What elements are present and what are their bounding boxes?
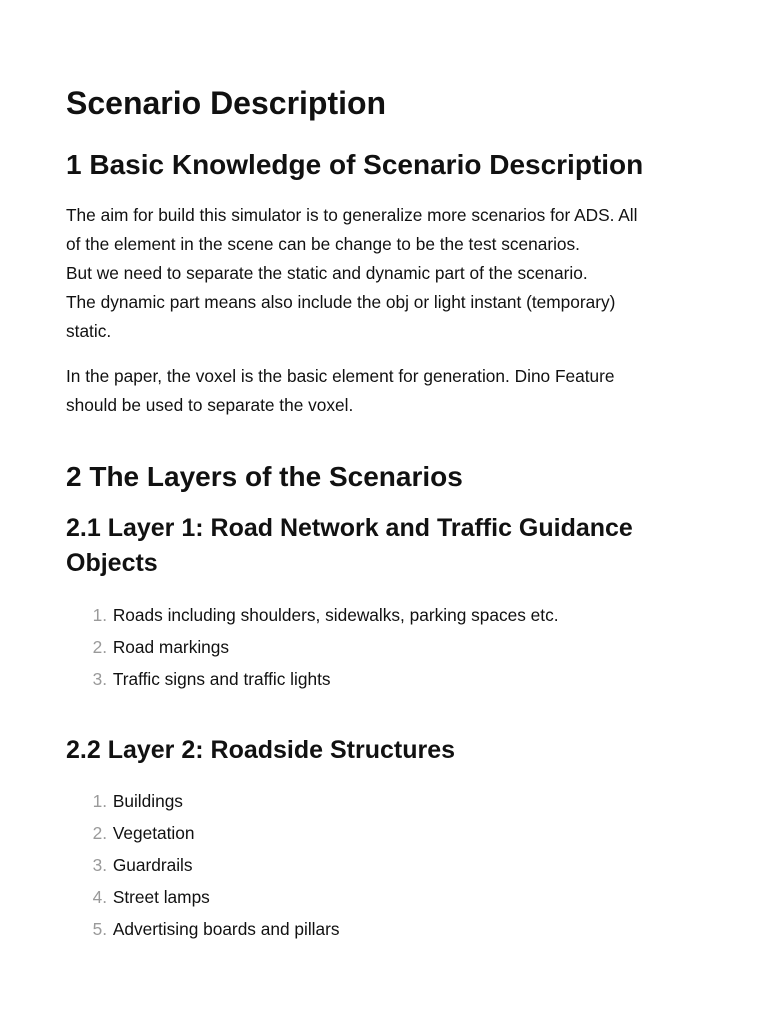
list-item-text: Guardrails [112,855,193,875]
list-number: 2 . [66,817,107,849]
list-number: 1 . [66,785,107,817]
section-1-paragraph-2 [66,362,706,420]
paragraph-line: of the element in the scene can be change to be the test scenarios. [66,234,580,254]
list-number: 5 . [66,913,107,945]
list-number: 3 . [66,663,107,695]
paragraph-line: should be used to separate the voxel. [66,395,354,415]
list-item [66,817,340,849]
section-1-heading: 1 Basic Knowledge of Scenario Description [66,149,644,180]
list-item-text: Traffic signs and traffic lights [112,669,331,689]
list-number: 4 . [66,881,107,913]
section-1-paragraph-1 [66,201,706,346]
list-number: 2 . [66,631,107,663]
paragraph-line: In the paper, the voxel is the basic element for generation. Dino Feature [66,366,615,386]
list-item-text: Advertising boards and pillars [112,919,340,939]
list-item-text: Vegetation [112,823,195,843]
paragraph-line: But we need to separate the static and dynamic part of the scenario. [66,263,588,283]
page-title: Scenario Description [66,85,387,121]
layer-1-list [66,599,559,695]
list-item [66,785,340,817]
list-item [66,663,559,695]
layer-2-heading: 2.2 Layer 2: Roadside Structures [66,736,456,764]
layer-2-list [66,785,340,945]
section-2-heading: 2 The Layers of the Scenarios [66,461,463,492]
paragraph-line: static. [66,321,112,341]
list-item [66,881,340,913]
list-item [66,913,340,945]
paragraph-line: The dynamic part means also include the obj or light instant (temporary) [66,292,616,312]
list-item [66,631,559,663]
layer-1-heading: 2.1 Layer 1: Road Network and Traffic Guidance Objects [66,514,633,577]
list-number: 1 . [66,599,107,631]
list-item [66,599,559,631]
list-item-text: Road markings [112,637,230,657]
paragraph-line: The aim for build this simulator is to generalize more scenarios for ADS. All [66,205,638,225]
list-item-text: Roads including shoulders, sidewalks, parking spaces etc. [112,605,559,625]
list-number: 3 . [66,849,107,881]
list-item [66,849,340,881]
list-item-text: Buildings [112,791,183,811]
list-item-text: Street lamps [112,887,210,907]
